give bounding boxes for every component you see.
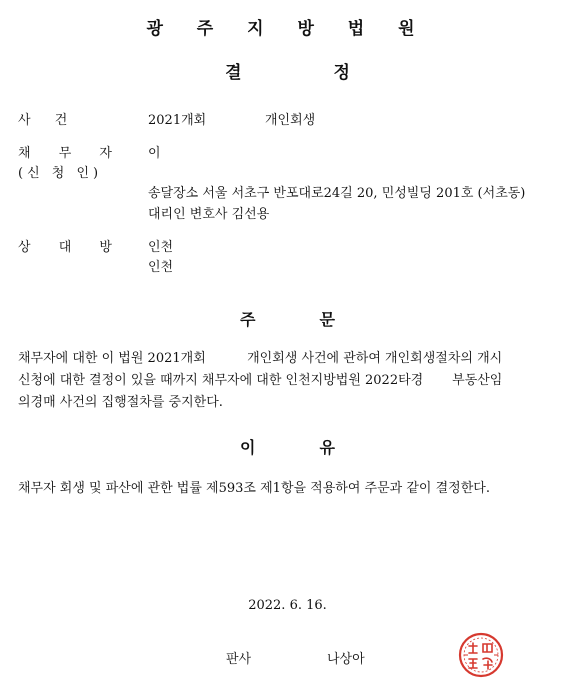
document-title	[0, 58, 575, 83]
document-title-char-1: 결	[225, 63, 242, 83]
order-text-line-1: 채무자에 대한 이 법원 2021개회 개인회생 사건에 관하여 개인회생절차의 개시	[18, 351, 503, 366]
judge-name: 나상아	[327, 652, 365, 667]
document-title-char-2: 정	[333, 63, 350, 83]
opponent-label: 상 대 방	[18, 240, 124, 255]
order-heading-char-1: 주	[240, 310, 256, 329]
court-seal-icon	[458, 632, 504, 678]
opponent-line-2: 인천	[148, 260, 174, 275]
case-name: 개인회생	[265, 113, 316, 128]
opponent-line-1: 인천	[148, 240, 174, 255]
reason-text: 채무자 회생 및 파산에 관한 법률 제593조 제1항을 적용하여 주문과 같이 결정한다.	[18, 481, 490, 496]
applicant-label: (신 청 인)	[18, 166, 103, 181]
judge-title: 판사	[226, 652, 252, 667]
order-heading	[0, 307, 575, 330]
case-number: 2021개회	[148, 113, 207, 128]
reason-heading-char-1: 이	[240, 438, 256, 457]
order-text-line-3: 의경매 사건의 집행절차를 중지한다.	[18, 395, 223, 410]
order-heading-char-2: 문	[319, 310, 335, 329]
decision-date: 2022. 6. 16.	[248, 598, 327, 613]
debtor-agent: 대리인 변호사 김선용	[148, 207, 270, 222]
case-label: 사 건	[18, 113, 78, 128]
reason-heading-char-2: 유	[319, 438, 335, 457]
order-text-line-2: 신청에 대한 결정이 있을 때까지 채무자에 대한 인천지방법원 2022타경 부동산임	[18, 373, 503, 388]
reason-heading	[0, 435, 575, 458]
court-name: 광 주 지 방 법 원	[146, 19, 429, 39]
debtor-name: 이	[148, 146, 161, 161]
debtor-address: 송달장소 서울 서초구 반포대로24길 20, 민성빌딩 201호 (서초동)	[148, 186, 526, 201]
debtor-label: 채 무 자	[18, 146, 124, 161]
